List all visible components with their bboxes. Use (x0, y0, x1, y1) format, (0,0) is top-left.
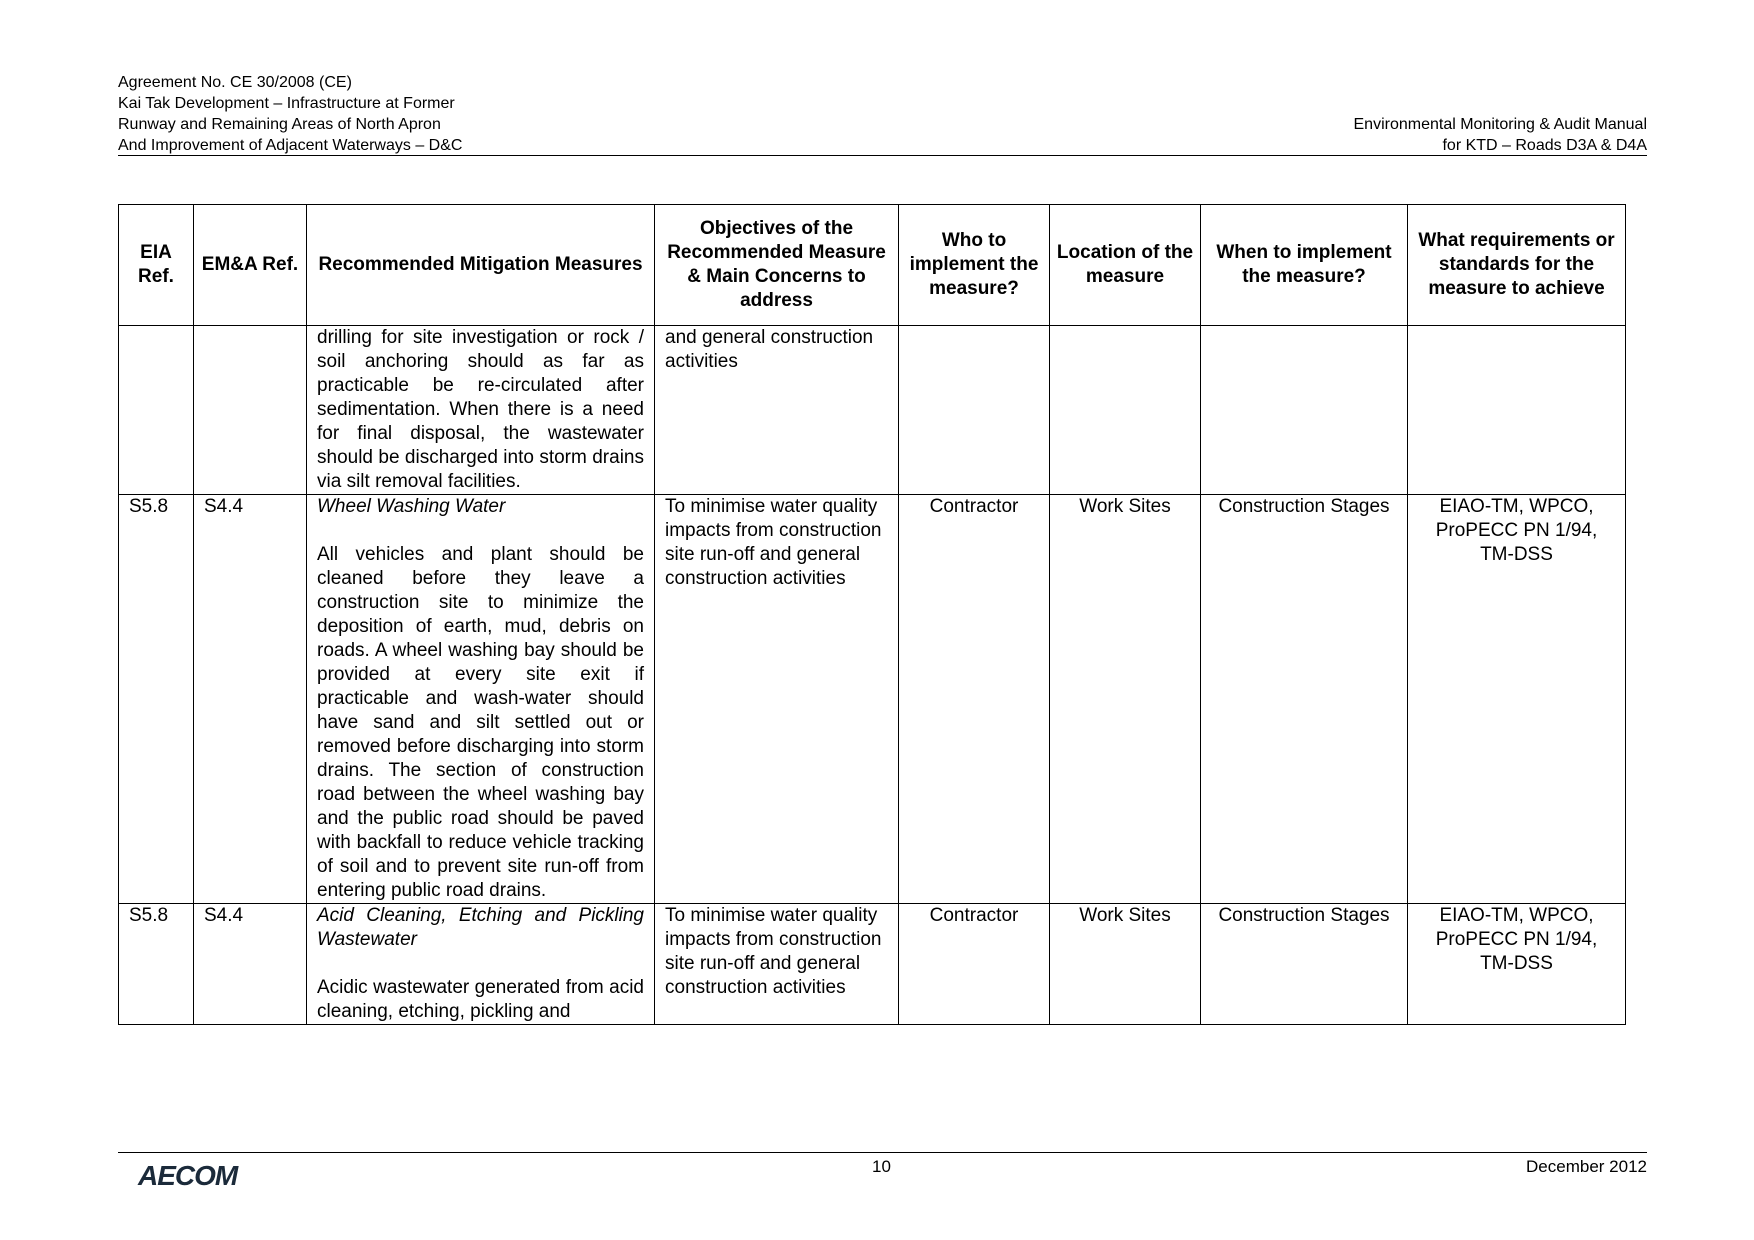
header-manual-title-1: Environmental Monitoring & Audit Manual (1353, 116, 1647, 133)
header-measures: Recommended Mitigation Measures (307, 205, 655, 326)
header-objectives: Objectives of the Recommended Measure & Main Concerns to address (655, 205, 899, 326)
document-header-right (1354, 114, 1648, 156)
cell-requirements (1408, 326, 1626, 495)
cell-eia-ref (119, 326, 194, 495)
cell-requirements: EIAO-TM, WPCO, ProPECC PN 1/94, TM-DSS (1408, 904, 1626, 1025)
measure-title: Wheel Washing Water (317, 496, 506, 517)
header-ema-ref: EM&A Ref. (194, 205, 307, 326)
footer-divider (118, 1152, 1647, 1153)
table-row (119, 495, 1626, 904)
measure-text: drilling for site investigation or rock / soil anchoring should as far as practicable be re-circulated after sedimentation. When there is a need for final disposal, the wastewater should be discharged into storm drains via silt removal facilities. (317, 327, 644, 492)
document-date: December 2012 (1526, 1157, 1647, 1176)
header-agreement-line: Agreement No. CE 30/2008 (CE) (118, 74, 352, 91)
cell-objective: and general construction activities (655, 326, 899, 495)
cell-ema-ref: S4.4 (194, 904, 307, 1025)
table-row (119, 904, 1626, 1025)
page-number: 10 (872, 1157, 891, 1176)
measure-text: All vehicles and plant should be cleaned before they leave a construction site to minimize the deposition of earth, mud, debris on roads. A wheel washing bay should be provided at every site exit if practicable and wash-water should have sand and silt settled out or removed before discharging into storm drains. The section of construction road between the wheel washing bay and the public road should be paved with backfall to reduce vehicle tracking of soil and to prevent site run-off from entering public road drains. (317, 544, 644, 901)
header-project-line-3: And Improvement of Adjacent Waterways – D&C (118, 137, 463, 154)
cell-measure (307, 904, 655, 1025)
cell-measure (307, 495, 655, 904)
cell-when (1201, 326, 1408, 495)
aecom-logo: AECOM (138, 1160, 238, 1191)
cell-when: Construction Stages (1201, 495, 1408, 904)
header-who: Who to implement the measure? (899, 205, 1050, 326)
cell-measure (307, 326, 655, 495)
cell-location (1050, 326, 1201, 495)
table-row (119, 326, 1626, 495)
mitigation-measures-table (118, 204, 1626, 1025)
cell-location: Work Sites (1050, 904, 1201, 1025)
header-project-line-2: Runway and Remaining Areas of North Apron (118, 116, 441, 133)
cell-who: Contractor (899, 495, 1050, 904)
cell-who (899, 326, 1050, 495)
cell-ema-ref (194, 326, 307, 495)
header-eia-ref: EIA Ref. (119, 205, 194, 326)
cell-location: Work Sites (1050, 495, 1201, 904)
cell-ema-ref: S4.4 (194, 495, 307, 904)
header-requirements: What requirements or standards for the measure to achieve (1408, 205, 1626, 326)
measure-title: Acid Cleaning, Etching and Pickling Wastewater (317, 905, 644, 950)
header-project-line-1: Kai Tak Development – Infrastructure at Former (118, 95, 455, 112)
table-header-row (119, 205, 1626, 326)
measure-text: Acidic wastewater generated from acid cleaning, etching, pickling and (317, 977, 644, 1022)
cell-who: Contractor (899, 904, 1050, 1025)
cell-objective: To minimise water quality impacts from construction site run-off and general construction activities (655, 904, 899, 1025)
header-location: Location of the measure (1050, 205, 1201, 326)
cell-eia-ref: S5.8 (119, 904, 194, 1025)
document-header-left (118, 72, 462, 156)
cell-requirements: EIAO-TM, WPCO, ProPECC PN 1/94, TM-DSS (1408, 495, 1626, 904)
header-manual-title-2: for KTD – Roads D3A & D4A (1442, 137, 1647, 154)
header-when: When to implement the measure? (1201, 205, 1408, 326)
cell-objective: To minimise water quality impacts from construction site run-off and general construction activities (655, 495, 899, 904)
header-divider (118, 155, 1647, 156)
cell-eia-ref: S5.8 (119, 495, 194, 904)
cell-when: Construction Stages (1201, 904, 1408, 1025)
